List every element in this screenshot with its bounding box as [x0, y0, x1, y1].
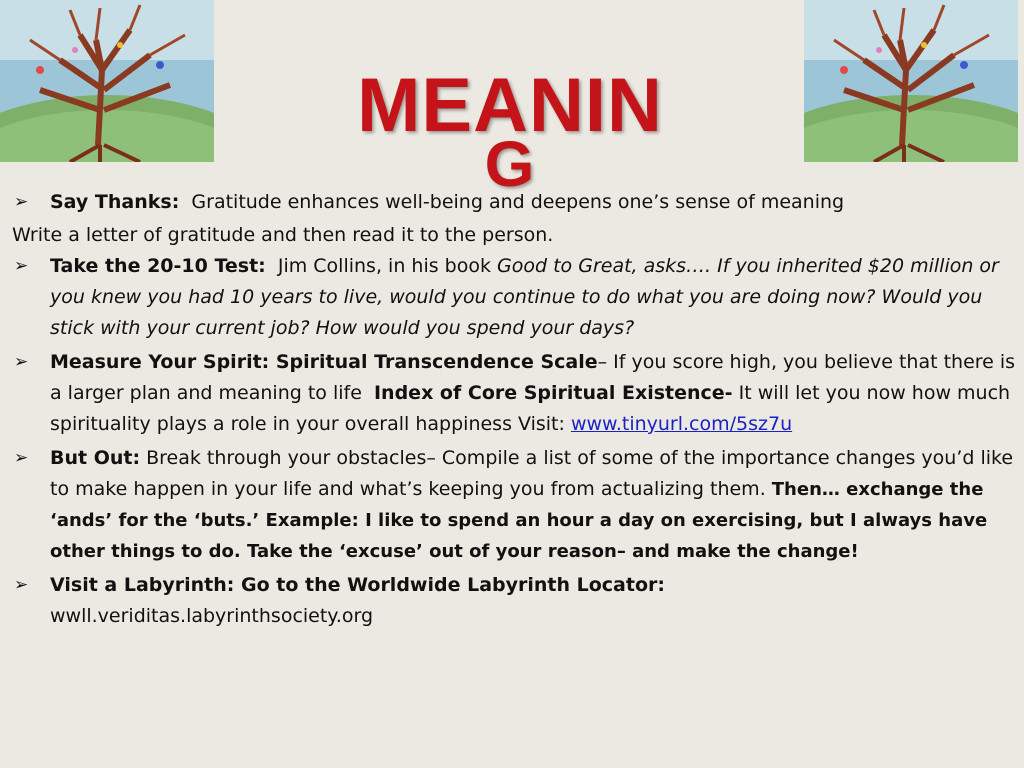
- item-subheading: Index of Core Spiritual Existence-: [373, 382, 733, 404]
- item-heading: But Out:: [50, 447, 141, 469]
- tree-of-life-image-left: [0, 0, 214, 162]
- arrow-bullet-icon: ➢: [14, 256, 29, 276]
- item-heading: Visit a Labyrinth: Go to the Worldwide Labyrinth Locator:: [50, 574, 665, 596]
- list-item-say-thanks: [12, 187, 1020, 218]
- tree-painting-graphic: [0, 0, 214, 162]
- slide-title: [330, 63, 690, 200]
- tinyurl-link[interactable]: www.tinyurl.com/5sz7u: [570, 413, 793, 435]
- item-text: wwll.veriditas.labyrinthsociety.org: [50, 605, 374, 627]
- arrow-bullet-icon: ➢: [14, 352, 29, 372]
- item-text: Gratitude enhances well-being and deepens one’s sense of meaning: [191, 191, 845, 213]
- item-italic-text: Good to Great, asks…. If you inherited $20 million or you knew you had 10 years to live, would you continue to do what you are doing now? Would you stick with your current job? How would you spend your days?: [50, 255, 999, 339]
- item-heading: Take the 20-10 Test:: [50, 255, 266, 277]
- item-bold-text: Then… exchange the ‘ands’ for the ‘buts.’ Example: I like to spend an hour a day on exercising, but I always have other things to do. Take the ‘excuse’ out of your reason– and make the change!: [50, 479, 988, 562]
- item-text: Break through your obstacles– Compile a list of some of the importance changes you’d like to make happen in your life and what’s keeping you from actualizing them.: [50, 447, 1014, 500]
- item-text: Jim Collins, in his book: [277, 255, 491, 277]
- tree-of-life-image-right: [804, 0, 1018, 162]
- slide-title-line2: G: [484, 128, 536, 200]
- item-text-2: It will let you now how much spirituality plays a role in your overall happiness Visit:: [50, 382, 1011, 435]
- item-heading: Measure Your Spirit: Spiritual Transcendence Scale: [50, 351, 598, 373]
- item-text: – If you score high, you believe that there is a larger plan and meaning to life: [50, 351, 1016, 404]
- list-item-20-10-test: [12, 251, 1020, 344]
- slide-title-line1: MEANIN: [357, 63, 663, 148]
- item-text: Write a letter of gratitude and then read it to the person.: [12, 224, 554, 246]
- list-item-measure-spirit: [12, 347, 1020, 440]
- arrow-bullet-icon: ➢: [14, 448, 29, 468]
- item-heading: Say Thanks:: [50, 191, 180, 213]
- list-item-say-thanks-note: [12, 220, 1020, 251]
- list-item-labyrinth: [12, 570, 1020, 632]
- arrow-bullet-icon: ➢: [14, 192, 29, 212]
- arrow-bullet-icon: ➢: [14, 575, 29, 595]
- list-item-but-out: [12, 443, 1020, 567]
- slide-body: [12, 187, 1020, 632]
- tree-painting-graphic: [804, 0, 1018, 162]
